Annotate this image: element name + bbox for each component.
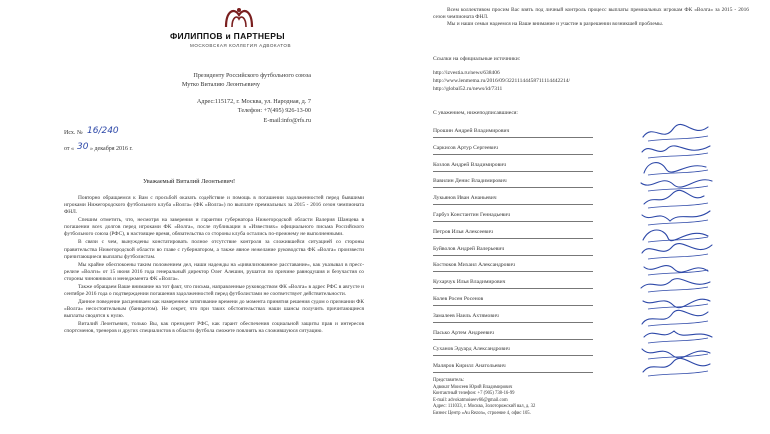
- representative-email: E-mail: advokatmoiseev66@gmail.com: [433, 397, 508, 403]
- body-paragraph: Данное поведение расцениваем как намеренное затягивание времени до момента принятия решения судом о признании ФК «Волга» несостоятельным (банкротом). Не секрет, что при таких обстоятельствах наши шансы получить причитающиеся выплаты сводятся к нулю.: [64, 299, 364, 320]
- addressee-address: Адрес:115172, г. Москва, ул. Народная, д. 7: [196, 98, 311, 105]
- signature-line: [433, 355, 593, 356]
- signature-line: [433, 288, 593, 289]
- body-paragraph: Мы крайне обеспокоены таким положением дел, наши надежды на «цивилизованное расставание», как указывал в пресс-релизе «Волги» от 15 июня 2016 года генеральный директор Олег Алешин, рушатся по причине равнодушия и безучастия со стороны чиновников и менеджмента ФК «Волга».: [64, 261, 364, 282]
- body-paragraph: Повторно обращаемся к Вам с просьбой оказать содействие и помощь в погашении задолженностей перед бывшими игроками Нижегородского футбольного клуба «Волга» (ФК «Волга») по выплате премиальных за 2015 - 2016 сезон чемпионата ФНЛ.: [64, 195, 364, 216]
- signatory-name: Лукьянов Иван Ананьевич: [433, 195, 497, 202]
- body-paragraph: В связи с чем, вынуждены констатировать полное отсутствие контроля за сложившейся ситуацией со стороны правительства Нижегородской области во главе с губернатором, а также явное нежелание руководства ФК «Волга» произвести причитающиеся выплаты футболистам.: [64, 239, 364, 260]
- closing-paragraph: Мы и наши семьи надеемся на Ваше внимание и участие в разрешении возникшей проблемы.: [447, 21, 664, 28]
- letter-body: [64, 195, 364, 337]
- salutation: Уважаемый Виталий Леонтьевич!: [143, 178, 236, 185]
- signature-line: [433, 322, 593, 323]
- signature-line: [433, 271, 593, 272]
- letter-page-right: [385, 0, 770, 434]
- signatory-name: Маляров Кирилл Анатольевич: [433, 363, 506, 370]
- signatory-name: Пасько Артем Андреевич: [433, 329, 494, 336]
- signature-line: [433, 171, 593, 172]
- addressee-line1: Президенту Российского футбольного союза: [193, 72, 311, 79]
- signature-line: [433, 154, 593, 155]
- signatory-name: Гарбуз Константин Геннадьевич: [433, 212, 511, 218]
- outgoing-number-value: 16/240: [87, 126, 119, 136]
- firm-name: ФИЛИППОВ и ПАРТНЕРЫ: [170, 31, 285, 41]
- outgoing-date-prefix: от «: [64, 146, 75, 152]
- body-paragraph: Виталий Леонтьевич, только Вы, как президент РФС, как гарант обеспечения социальной защиты прав и интересов спортсменов, тренеров и других специалистов в области футбола сможете повлиять на сложившуюся ситуацию.: [64, 321, 364, 335]
- signatory-name: Колев Росен Росенов: [433, 296, 484, 302]
- signature-line: [433, 204, 593, 205]
- representative-business-center: Бизнес Центр «Au Rezon», строение 4, офис 105.: [433, 410, 531, 416]
- signature-line: [433, 372, 593, 373]
- body-paragraph: Спешим отметить, что, несмотря на заверения и гарантии губернатора Нижегородской области Валерия Шанцева в погашении всех долгов перед игроками ФК «Волга», после публикации в «Известиях» официального письма Российского футбольного союза (РФС), в настоящее время, обязательства со стороны клуба остались по-прежнему не выполненными.: [64, 217, 364, 238]
- representative-phone: Контактный телефон: +7 (905) 738-16-99: [433, 391, 515, 397]
- signatory-name: Петров Илья Алексеевич: [433, 228, 493, 235]
- outgoing-number-label: Исх. №: [64, 130, 83, 136]
- signatory-name: Вавилин Денис Владимирович: [433, 178, 507, 185]
- signatory-name: Буйволов Андрей Валерьевич: [433, 245, 505, 252]
- representative-block: [433, 378, 535, 418]
- source-link[interactable]: http://izvestia.ru/news/638406: [433, 70, 500, 76]
- regards-line: С уважением, нижеподписавшиеся:: [433, 110, 518, 116]
- signature-line: [433, 137, 593, 138]
- signature-line: [433, 187, 593, 188]
- signatory-name: Суханов Эдуард Александрович: [433, 346, 510, 353]
- signatory-name: Саркисов Артур Сергеевич: [433, 144, 498, 151]
- signature-line: [433, 305, 593, 306]
- representative-label: Представитель:: [433, 378, 465, 383]
- signatory-name: Замалеев Наиль Ахтямович: [433, 312, 499, 319]
- signatory-name: Прошин Андрей Владимирович: [433, 128, 510, 134]
- signature-line: [433, 339, 593, 340]
- addressee-phone: Телефон: +7(495) 926-13-00: [237, 107, 311, 114]
- closing-request: [433, 7, 749, 28]
- firm-logo-icon: [222, 5, 256, 29]
- firm-subtitle: МОСКОВСКАЯ КОЛЛЕГИЯ АДВОКАТОВ: [190, 43, 292, 48]
- source-link[interactable]: http://global52.ru/news/id/7311: [433, 86, 503, 92]
- addressee-line2: Мутко Виталию Леонтьевичу: [181, 81, 260, 88]
- representative-address: Адрес: 111033, г. Москва, Золоторожский вал, д. 32: [433, 404, 536, 410]
- signature-line: [433, 221, 593, 222]
- outgoing-date-day: 30: [77, 142, 89, 152]
- signatory-name: Костюков Михаил Александрович: [433, 262, 515, 269]
- signature-line: [433, 238, 593, 239]
- closing-paragraph: Всем коллективом просим Вас взять под личный контроль процесс выплаты премиальных игрокам ФК «Волга» за 2015 - 2016 сезон чемпионата ФНЛ.: [433, 7, 749, 21]
- signatory-name: Козлов Андрей Владимирович: [433, 161, 507, 168]
- source-link[interactable]: http://www.lenmema.ru/2016/09/32211144458711114442214/: [433, 78, 571, 84]
- signatory-name: Кухарчук Илья Владимирович: [433, 279, 506, 286]
- body-paragraph: Также обращаем Ваше внимание на тот факт, что письма, направленные руководством ФК «Волга» в адрес РФС в августе и сентябре 2016 года о подтверждении погашения задолженностей перед футболистами не соответствует действительности.: [64, 283, 364, 297]
- outgoing-date-suffix: » декабря 2016 г.: [90, 146, 133, 152]
- sources-title: Ссылки на официальные источники:: [433, 56, 521, 62]
- addressee-email: E-mail:info@rfs.ru: [263, 117, 311, 124]
- representative-name: Адвокат Моисеев Юрий Владимирович: [433, 384, 513, 390]
- handwritten-signature: [638, 356, 718, 380]
- signature-line: [433, 255, 593, 256]
